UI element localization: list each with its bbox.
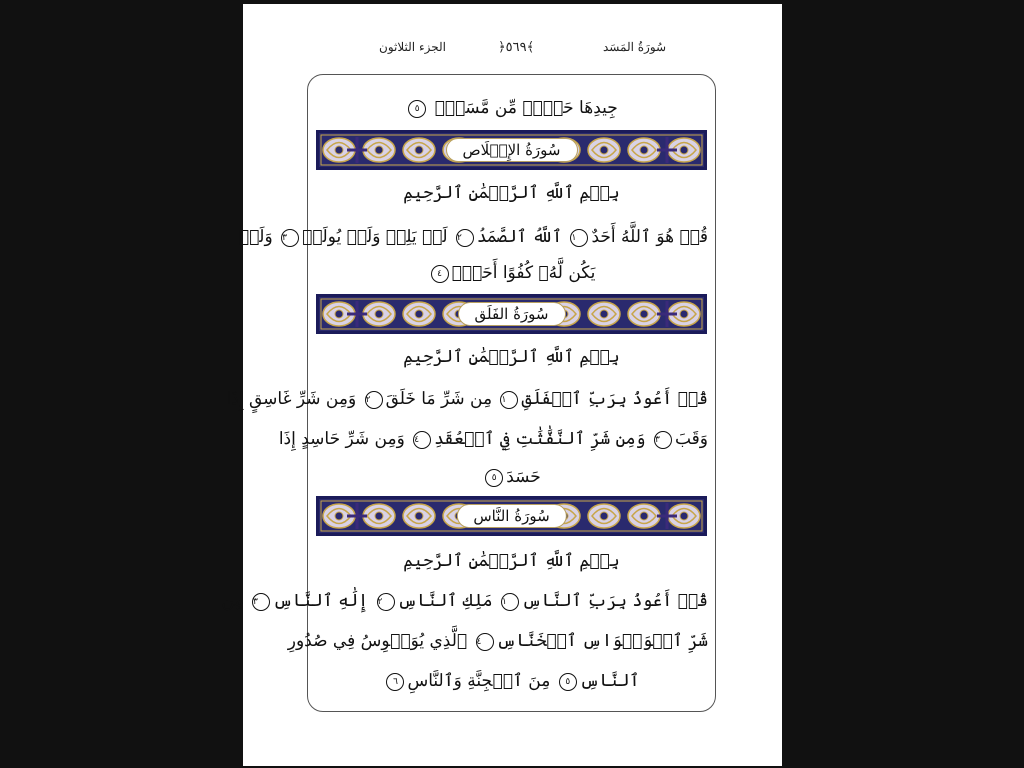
verse-text: قُلۡ أَعُوذُ بِرَبِّ ٱلنَّاسِ bbox=[521, 591, 708, 611]
ayah-marker: ٤ bbox=[476, 633, 494, 651]
verse-text: قُلۡ أَعُوذُ بِرَبِّ ٱلۡفَلَقِ bbox=[521, 389, 708, 409]
verse-text: شَرِّ ٱلۡوَسۡوَاسِ ٱلۡخَنَّاسِ bbox=[496, 631, 708, 651]
verse-text: ٱلَّذِي يُوَسۡوِسُ فِي صُدُورِ bbox=[287, 631, 468, 651]
verse-text: وَمِن شَرِّ حَاسِدٍ إِذَا bbox=[278, 429, 405, 449]
ayah-marker: ١ bbox=[501, 593, 519, 611]
verse-line bbox=[238, 226, 708, 247]
verse-text: ٱلنَّاسِ bbox=[579, 671, 640, 691]
surah-title: سُورَةُ الإِخۡلَاص bbox=[446, 138, 578, 162]
verse-line bbox=[315, 670, 708, 691]
verse-text: إِلَٰهِ ٱلنَّاسِ bbox=[273, 591, 369, 611]
ayah-marker: ٣ bbox=[654, 431, 672, 449]
ayah-marker: ٣ bbox=[281, 229, 299, 247]
verse-text: ٱللَّهُ ٱلصَّمَدُ bbox=[476, 227, 563, 247]
surah-banner-ikhlas bbox=[316, 130, 707, 170]
verse-line bbox=[226, 388, 708, 409]
verse-text: مِن bbox=[221, 591, 244, 611]
verse-line bbox=[315, 467, 708, 487]
verse-text: قُلۡ هُوَ ٱللَّهُ أَحَدٌ bbox=[591, 227, 708, 247]
ayah-marker: ٢ bbox=[456, 229, 474, 247]
ayah-marker: ٦ bbox=[386, 673, 404, 691]
ayah-marker: ١ bbox=[500, 391, 518, 409]
verse-line bbox=[278, 428, 708, 449]
ayah-marker: ٥ bbox=[485, 469, 503, 487]
verse-text: وَمِن شَرِّ ٱلنَّفَّٰثَٰتِ فِي ٱلۡعُقَدِ bbox=[434, 429, 646, 449]
verse-text: مَلِكِ ٱلنَّاسِ bbox=[397, 591, 493, 611]
mushaf-page bbox=[221, 4, 782, 766]
verse-text: وَقَبَ bbox=[674, 429, 708, 449]
ayah-marker: ٤ bbox=[431, 265, 449, 283]
juz-label: الجزء الثلاثون bbox=[379, 40, 446, 54]
ayah-marker: ٢ bbox=[365, 391, 383, 409]
ayah-marker: ٥ bbox=[559, 673, 577, 691]
verse-text: وَلَمۡ bbox=[238, 227, 273, 247]
basmala: بِسۡمِ ٱللَّهِ ٱلرَّحۡمَٰنِ ٱلرَّحِيمِ bbox=[403, 347, 620, 367]
basmala: بِسۡمِ ٱللَّهِ ٱلرَّحۡمَٰنِ ٱلرَّحِيمِ bbox=[403, 183, 620, 203]
surah-title: سُورَةُ النَّاس bbox=[456, 504, 566, 528]
verse-line bbox=[315, 263, 708, 283]
verse-text: مِن شَرِّ مَا خَلَقَ bbox=[385, 389, 493, 409]
surah-banner-falaq bbox=[316, 294, 707, 334]
verse-text: حَسَدَ bbox=[506, 467, 541, 487]
ayah-marker: ٢ bbox=[377, 593, 395, 611]
verse-line bbox=[221, 590, 708, 611]
verse-line bbox=[315, 98, 708, 118]
verse-text: وَمِن شَرِّ غَاسِقٍ إِذَا bbox=[226, 389, 357, 409]
verse-line bbox=[287, 630, 708, 651]
verse-text: يَكُن لَّهُۥ كُفُوًا أَحَدُۢ bbox=[451, 263, 596, 283]
ayah-marker: ٤ bbox=[413, 431, 431, 449]
ayah-marker: ١ bbox=[570, 229, 588, 247]
verse-text: جِيدِهَا حَبۡلٞ مِّن مَّسَدِۭ bbox=[434, 98, 618, 118]
ayah-marker: ٣ bbox=[252, 593, 270, 611]
basmala: بِسۡمِ ٱللَّهِ ٱلرَّحۡمَٰنِ ٱلرَّحِيمِ bbox=[403, 551, 620, 571]
surah-banner-nas bbox=[316, 496, 707, 536]
page-number: ﴿٥٦٩﴾ bbox=[498, 40, 535, 55]
surah-title: سُورَةُ الفَلَق bbox=[458, 302, 566, 326]
ayah-marker: ٥ bbox=[408, 100, 426, 118]
verse-text: لَمۡ يَلِدۡ وَلَمۡ يُولَدۡ bbox=[302, 227, 448, 247]
verse-text: مِنَ ٱلۡجِنَّةِ وَٱلنَّاسِ bbox=[407, 671, 551, 691]
surah-header-label: سُورَةُ المَسَد bbox=[603, 40, 667, 54]
